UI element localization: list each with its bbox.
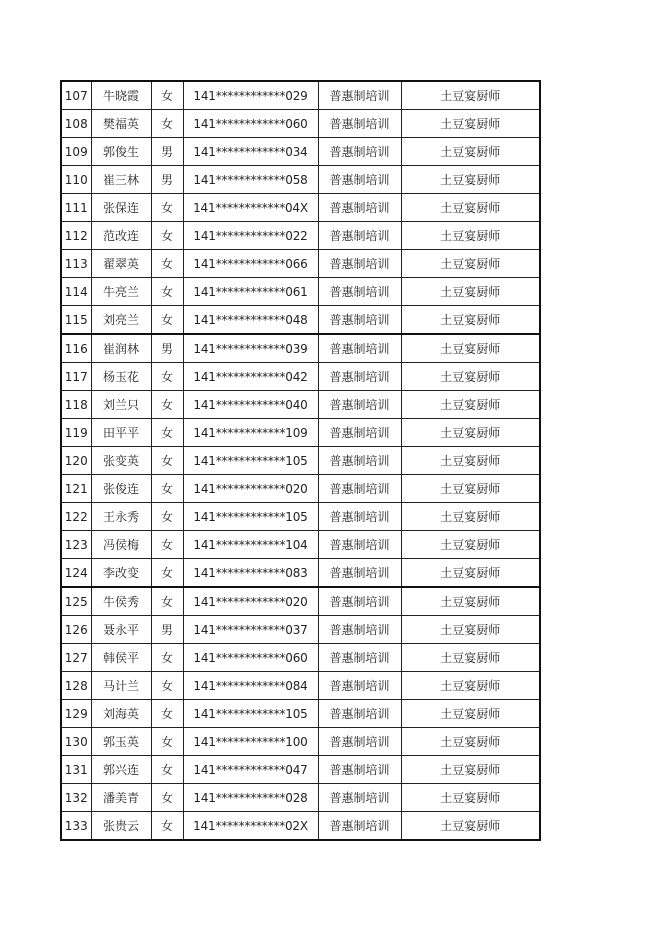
table-row: [61, 587, 540, 616]
training-type-cell: 普惠制培训: [318, 363, 401, 391]
occupation-cell: 土豆宴厨师: [401, 756, 540, 784]
training-type-cell: 普惠制培训: [318, 138, 401, 166]
training-type-cell: 普惠制培训: [318, 784, 401, 812]
table-row: [61, 531, 540, 559]
table-row: [61, 503, 540, 531]
row-number-cell: 127: [61, 644, 91, 672]
row-number-cell: 129: [61, 700, 91, 728]
occupation-cell: 土豆宴厨师: [401, 616, 540, 644]
table-row: [61, 475, 540, 503]
gender-cell: 男: [151, 166, 183, 194]
name-cell: 聂永平: [91, 616, 151, 644]
row-number-cell: 122: [61, 503, 91, 531]
gender-cell: 女: [151, 728, 183, 756]
occupation-cell: 土豆宴厨师: [401, 110, 540, 138]
training-type-cell: 普惠制培训: [318, 419, 401, 447]
id-number-cell: 141************020: [183, 587, 318, 616]
training-type-cell: 普惠制培训: [318, 475, 401, 503]
table-row: [61, 616, 540, 644]
table-row: [61, 559, 540, 588]
row-number-cell: 117: [61, 363, 91, 391]
name-cell: 范改连: [91, 222, 151, 250]
gender-cell: 女: [151, 700, 183, 728]
name-cell: 郭兴连: [91, 756, 151, 784]
gender-cell: 男: [151, 334, 183, 363]
occupation-cell: 土豆宴厨师: [401, 644, 540, 672]
gender-cell: 女: [151, 672, 183, 700]
row-number-cell: 128: [61, 672, 91, 700]
name-cell: 王永秀: [91, 503, 151, 531]
id-number-cell: 141************039: [183, 334, 318, 363]
training-type-cell: 普惠制培训: [318, 644, 401, 672]
table-row: [61, 222, 540, 250]
table-row: [61, 784, 540, 812]
occupation-cell: 土豆宴厨师: [401, 363, 540, 391]
training-type-cell: 普惠制培训: [318, 81, 401, 110]
name-cell: 郭玉英: [91, 728, 151, 756]
training-type-cell: 普惠制培训: [318, 447, 401, 475]
name-cell: 刘兰只: [91, 391, 151, 419]
id-number-cell: 141************105: [183, 503, 318, 531]
table-row: [61, 812, 540, 841]
row-number-cell: 118: [61, 391, 91, 419]
training-type-cell: 普惠制培训: [318, 587, 401, 616]
id-number-cell: 141************020: [183, 475, 318, 503]
occupation-cell: 土豆宴厨师: [401, 700, 540, 728]
row-number-cell: 109: [61, 138, 91, 166]
table-row: [61, 644, 540, 672]
id-number-cell: 141************084: [183, 672, 318, 700]
training-type-cell: 普惠制培训: [318, 250, 401, 278]
table-row: [61, 756, 540, 784]
row-number-cell: 130: [61, 728, 91, 756]
table-row: [61, 278, 540, 306]
gender-cell: 女: [151, 503, 183, 531]
table-row: [61, 700, 540, 728]
name-cell: 田平平: [91, 419, 151, 447]
table-row: [61, 334, 540, 363]
table-row: [61, 419, 540, 447]
id-number-cell: 141************104: [183, 531, 318, 559]
id-number-cell: 141************047: [183, 756, 318, 784]
occupation-cell: 土豆宴厨师: [401, 447, 540, 475]
occupation-cell: 土豆宴厨师: [401, 475, 540, 503]
id-number-cell: 141************066: [183, 250, 318, 278]
id-number-cell: 141************061: [183, 278, 318, 306]
training-type-cell: 普惠制培训: [318, 559, 401, 588]
gender-cell: 女: [151, 250, 183, 278]
occupation-cell: 土豆宴厨师: [401, 166, 540, 194]
name-cell: 崔润林: [91, 334, 151, 363]
occupation-cell: 土豆宴厨师: [401, 784, 540, 812]
name-cell: 冯侯梅: [91, 531, 151, 559]
roster-body: [61, 81, 540, 840]
id-number-cell: 141************105: [183, 700, 318, 728]
gender-cell: 女: [151, 110, 183, 138]
name-cell: 樊福英: [91, 110, 151, 138]
name-cell: 牛晓霞: [91, 81, 151, 110]
gender-cell: 女: [151, 363, 183, 391]
training-type-cell: 普惠制培训: [318, 334, 401, 363]
occupation-cell: 土豆宴厨师: [401, 250, 540, 278]
gender-cell: 男: [151, 138, 183, 166]
name-cell: 翟翠英: [91, 250, 151, 278]
training-type-cell: 普惠制培训: [318, 194, 401, 222]
name-cell: 张保连: [91, 194, 151, 222]
name-cell: 刘亮兰: [91, 306, 151, 335]
name-cell: 张变英: [91, 447, 151, 475]
gender-cell: 女: [151, 419, 183, 447]
table-row: [61, 138, 540, 166]
gender-cell: 女: [151, 475, 183, 503]
row-number-cell: 110: [61, 166, 91, 194]
gender-cell: 女: [151, 644, 183, 672]
training-type-cell: 普惠制培训: [318, 700, 401, 728]
occupation-cell: 土豆宴厨师: [401, 194, 540, 222]
id-number-cell: 141************02X: [183, 812, 318, 841]
table-row: [61, 391, 540, 419]
id-number-cell: 141************04X: [183, 194, 318, 222]
gender-cell: 女: [151, 194, 183, 222]
name-cell: 李改变: [91, 559, 151, 588]
name-cell: 韩侯平: [91, 644, 151, 672]
occupation-cell: 土豆宴厨师: [401, 81, 540, 110]
table-row: [61, 728, 540, 756]
training-type-cell: 普惠制培训: [318, 616, 401, 644]
row-number-cell: 133: [61, 812, 91, 841]
gender-cell: 男: [151, 616, 183, 644]
id-number-cell: 141************029: [183, 81, 318, 110]
id-number-cell: 141************042: [183, 363, 318, 391]
row-number-cell: 115: [61, 306, 91, 335]
id-number-cell: 141************060: [183, 110, 318, 138]
name-cell: 崔三林: [91, 166, 151, 194]
id-number-cell: 141************028: [183, 784, 318, 812]
training-type-cell: 普惠制培训: [318, 812, 401, 841]
row-number-cell: 120: [61, 447, 91, 475]
id-number-cell: 141************058: [183, 166, 318, 194]
table-row: [61, 110, 540, 138]
row-number-cell: 116: [61, 334, 91, 363]
id-number-cell: 141************022: [183, 222, 318, 250]
occupation-cell: 土豆宴厨师: [401, 334, 540, 363]
name-cell: 牛侯秀: [91, 587, 151, 616]
id-number-cell: 141************105: [183, 447, 318, 475]
training-type-cell: 普惠制培训: [318, 110, 401, 138]
gender-cell: 女: [151, 587, 183, 616]
name-cell: 牛亮兰: [91, 278, 151, 306]
occupation-cell: 土豆宴厨师: [401, 672, 540, 700]
gender-cell: 女: [151, 391, 183, 419]
row-number-cell: 132: [61, 784, 91, 812]
row-number-cell: 113: [61, 250, 91, 278]
name-cell: 杨玉花: [91, 363, 151, 391]
occupation-cell: 土豆宴厨师: [401, 391, 540, 419]
training-type-cell: 普惠制培训: [318, 166, 401, 194]
occupation-cell: 土豆宴厨师: [401, 587, 540, 616]
name-cell: 张贵云: [91, 812, 151, 841]
occupation-cell: 土豆宴厨师: [401, 138, 540, 166]
training-type-cell: 普惠制培训: [318, 756, 401, 784]
id-number-cell: 141************034: [183, 138, 318, 166]
training-type-cell: 普惠制培训: [318, 728, 401, 756]
id-number-cell: 141************048: [183, 306, 318, 335]
row-number-cell: 119: [61, 419, 91, 447]
table-row: [61, 672, 540, 700]
gender-cell: 女: [151, 756, 183, 784]
training-type-cell: 普惠制培训: [318, 503, 401, 531]
table-row: [61, 363, 540, 391]
gender-cell: 女: [151, 531, 183, 559]
id-number-cell: 141************100: [183, 728, 318, 756]
gender-cell: 女: [151, 81, 183, 110]
occupation-cell: 土豆宴厨师: [401, 419, 540, 447]
table-row: [61, 166, 540, 194]
gender-cell: 女: [151, 278, 183, 306]
id-number-cell: 141************037: [183, 616, 318, 644]
row-number-cell: 108: [61, 110, 91, 138]
row-number-cell: 125: [61, 587, 91, 616]
name-cell: 张俊连: [91, 475, 151, 503]
table-row: [61, 194, 540, 222]
occupation-cell: 土豆宴厨师: [401, 278, 540, 306]
occupation-cell: 土豆宴厨师: [401, 531, 540, 559]
row-number-cell: 121: [61, 475, 91, 503]
occupation-cell: 土豆宴厨师: [401, 222, 540, 250]
training-type-cell: 普惠制培训: [318, 278, 401, 306]
occupation-cell: 土豆宴厨师: [401, 812, 540, 841]
row-number-cell: 131: [61, 756, 91, 784]
row-number-cell: 123: [61, 531, 91, 559]
gender-cell: 女: [151, 447, 183, 475]
training-type-cell: 普惠制培训: [318, 672, 401, 700]
occupation-cell: 土豆宴厨师: [401, 503, 540, 531]
gender-cell: 女: [151, 784, 183, 812]
id-number-cell: 141************060: [183, 644, 318, 672]
training-type-cell: 普惠制培训: [318, 222, 401, 250]
gender-cell: 女: [151, 222, 183, 250]
gender-cell: 女: [151, 559, 183, 588]
training-type-cell: 普惠制培训: [318, 531, 401, 559]
occupation-cell: 土豆宴厨师: [401, 728, 540, 756]
table-row: [61, 306, 540, 335]
name-cell: 马计兰: [91, 672, 151, 700]
gender-cell: 女: [151, 306, 183, 335]
id-number-cell: 141************109: [183, 419, 318, 447]
training-type-cell: 普惠制培训: [318, 306, 401, 335]
row-number-cell: 112: [61, 222, 91, 250]
roster-table: [60, 80, 541, 841]
table-row: [61, 250, 540, 278]
row-number-cell: 114: [61, 278, 91, 306]
occupation-cell: 土豆宴厨师: [401, 306, 540, 335]
name-cell: 郭俊生: [91, 138, 151, 166]
name-cell: 刘海英: [91, 700, 151, 728]
name-cell: 潘美青: [91, 784, 151, 812]
row-number-cell: 107: [61, 81, 91, 110]
row-number-cell: 124: [61, 559, 91, 588]
table-row: [61, 447, 540, 475]
gender-cell: 女: [151, 812, 183, 841]
row-number-cell: 126: [61, 616, 91, 644]
training-type-cell: 普惠制培训: [318, 391, 401, 419]
occupation-cell: 土豆宴厨师: [401, 559, 540, 588]
row-number-cell: 111: [61, 194, 91, 222]
id-number-cell: 141************040: [183, 391, 318, 419]
table-row: [61, 81, 540, 110]
id-number-cell: 141************083: [183, 559, 318, 588]
